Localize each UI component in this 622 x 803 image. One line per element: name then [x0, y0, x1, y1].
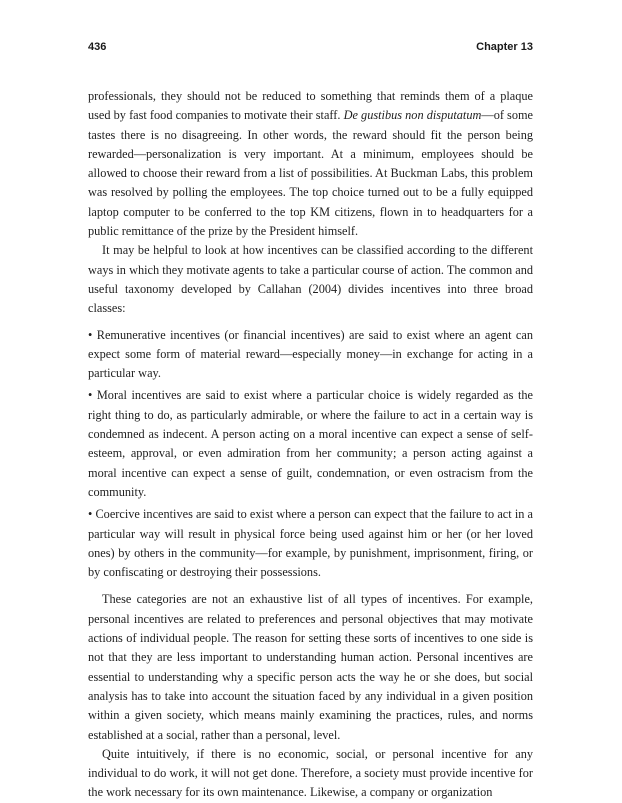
paragraph-categories: These categories are not an exhaustive list of all types of incentives. For example, personal incentives are related to preferences and personal objectives that may motivate actions of individual people. The reason for setting these sorts of incentives to one side is not that they are less important to understanding human action. Personal incentives are essential to understanding why a specific person acts the way he or she does, but social analysis has to take into account the situation faced by any individual in a given position within a given society, which means mainly examining the practices, rules, and norms established at a social, rather than a personal, level.	[88, 592, 533, 742]
chapter-title: Chapter 13	[476, 41, 533, 53]
incentive-classes-list	[88, 326, 533, 583]
body-text	[88, 87, 533, 803]
paragraph-intuitive: Quite intuitively, if there is no economic, social, or personal incentive for any individual to do work, it will not get done. Therefore, a society must provide incentive for the work necessary for its own maintenance. Likewise, a company or organization	[88, 746, 533, 800]
paragraph-continuation: professionals, they should not be reduced to something that reminds them of a plaque used by fast food companies to motivate their staff. De gustibus non disputatum—of some tastes there is no disagreeing. In other words, the reward should fit the person being rewarded—personalization is very important. At a minimum, employees should be allowed to choose their reward from a list of possibilities. At Buckman Labs, this problem was resolved by polling the employees. The top choice turned out to be a fully equipped laptop computer to be conferred to the top KM citizens, flown in to headquarters for a public remittance of the prize by the President himself.	[88, 89, 534, 239]
paragraph-taxonomy-intro: It may be helpful to look at how incentives can be classified according to the different ways in which they motivate agents to take a particular course of action. The common and useful taxonomy developed by Callahan (2004) divides incentives into three broad classes:	[88, 243, 533, 316]
list-item-moral: • Moral incentives are said to exist where a particular choice is widely regarded as the right thing to do, as particularly admirable, or where the failure to act in a certain way is condemned as indecent. A person acting on a moral incentive can expect a sense of self-esteem, approval, or even admiration from her community; a person acting against a moral incentive can expect a sense of guilt, condemnation, or even ostracism from the community.	[88, 388, 533, 499]
page-number: 436	[88, 41, 107, 53]
list-item-coercive: • Coercive incentives are said to exist where a person can expect that the failure to act in a particular way will result in physical force being used against him or her (or her loved ones) by others in the community—for example, by punishment, imprisonment, firing, or by confiscating or destroying their possessions.	[88, 507, 533, 580]
list-item-remunerative: • Remunerative incentives (or financial incentives) are said to exist where an agent can expect some form of material reward—especially money—in exchange for acting in a particular way.	[88, 327, 533, 381]
latin-phrase: De gustibus non disputatum	[343, 108, 482, 123]
